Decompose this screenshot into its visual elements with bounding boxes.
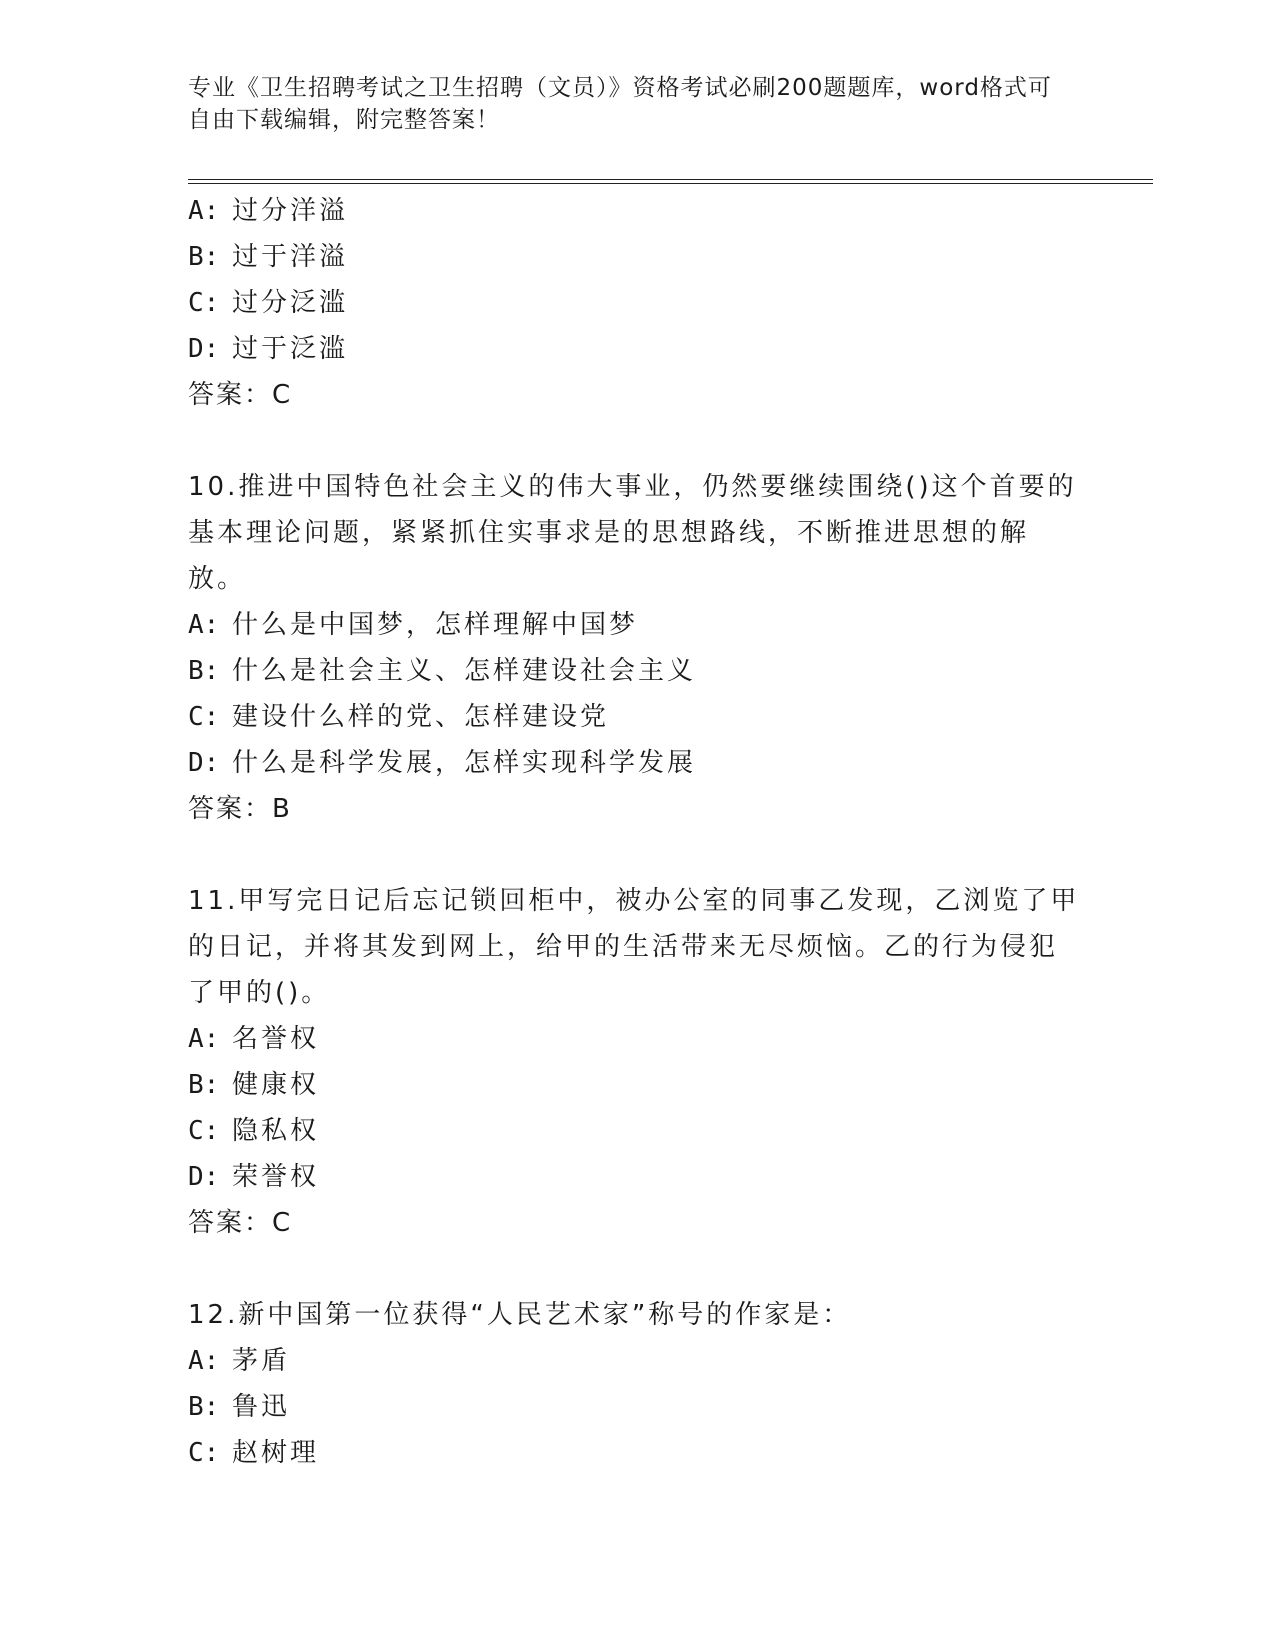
option-d xyxy=(188,740,1088,786)
option-a xyxy=(188,1016,1088,1062)
question-partial xyxy=(188,188,1088,418)
option-text: 过分洋溢 xyxy=(232,196,349,226)
option-d xyxy=(188,326,1088,372)
option-c xyxy=(188,694,1088,740)
option-text: 赵树理 xyxy=(232,1438,320,1468)
option-text: 隐私权 xyxy=(232,1116,320,1146)
option-b xyxy=(188,648,1088,694)
option-text: 过于洋溢 xyxy=(232,242,349,272)
answer: 答案：C xyxy=(188,1208,293,1238)
question-stem: 12.新中国第一位获得“人民艺术家”称号的作家是： xyxy=(188,1300,852,1330)
answer: 答案：B xyxy=(188,794,292,824)
option-letter: B: xyxy=(188,1392,220,1422)
option-letter: C: xyxy=(188,288,220,318)
option-c xyxy=(188,1108,1088,1154)
option-letter: C: xyxy=(188,1438,220,1468)
option-b xyxy=(188,1062,1088,1108)
question-11 xyxy=(188,878,1088,1246)
question-list xyxy=(188,188,1088,1476)
option-text: 什么是中国梦，怎样理解中国梦 xyxy=(232,610,639,640)
option-letter: C: xyxy=(188,1116,220,1146)
option-text: 茅盾 xyxy=(232,1346,291,1376)
option-c xyxy=(188,1430,1088,1476)
option-text: 鲁迅 xyxy=(232,1392,291,1422)
option-text: 什么是社会主义、怎样建设社会主义 xyxy=(232,656,697,686)
option-text: 健康权 xyxy=(232,1070,320,1100)
option-a xyxy=(188,1338,1088,1384)
option-letter: B: xyxy=(188,656,220,686)
option-text: 名誉权 xyxy=(232,1024,320,1054)
header-divider-top xyxy=(188,179,1153,180)
question-stem: 11.甲写完日记后忘记锁回柜中，被办公室的同事乙发现，乙浏览了甲的日记，并将其发到网上，给甲的生活带来无尽烦恼。乙的行为侵犯了甲的()。 xyxy=(188,886,1080,1008)
option-letter: A: xyxy=(188,1024,220,1054)
option-letter: B: xyxy=(188,1070,220,1100)
option-text: 建设什么样的党、怎样建设党 xyxy=(232,702,610,732)
answer: 答案：C xyxy=(188,380,293,410)
option-d xyxy=(188,1154,1088,1200)
option-b xyxy=(188,234,1088,280)
option-a xyxy=(188,602,1088,648)
option-b xyxy=(188,1384,1088,1430)
question-stem: 10.推进中国特色社会主义的伟大事业，仍然要继续围绕()这个首要的基本理论问题，紧紧抓住实事求是的思想路线，不断推进思想的解放。 xyxy=(188,472,1077,594)
option-letter: D: xyxy=(188,748,220,778)
option-text: 什么是科学发展，怎样实现科学发展 xyxy=(232,748,697,778)
option-letter: A: xyxy=(188,610,220,640)
option-a xyxy=(188,188,1088,234)
question-10 xyxy=(188,464,1088,832)
option-letter: C: xyxy=(188,702,220,732)
option-letter: A: xyxy=(188,1346,220,1376)
option-letter: D: xyxy=(188,334,220,364)
option-text: 过于泛滥 xyxy=(232,334,349,364)
option-letter: A: xyxy=(188,196,220,226)
option-letter: D: xyxy=(188,1162,220,1192)
header-divider-bottom xyxy=(188,183,1153,184)
option-letter: B: xyxy=(188,242,220,272)
option-c xyxy=(188,280,1088,326)
option-text: 荣誉权 xyxy=(232,1162,320,1192)
document-header: 专业《卫生招聘考试之卫生招聘（文员）》资格考试必刷200题题库，word格式可自由下载编辑，附完整答案！ xyxy=(188,75,1052,133)
option-text: 过分泛滥 xyxy=(232,288,349,318)
question-12 xyxy=(188,1292,1088,1476)
